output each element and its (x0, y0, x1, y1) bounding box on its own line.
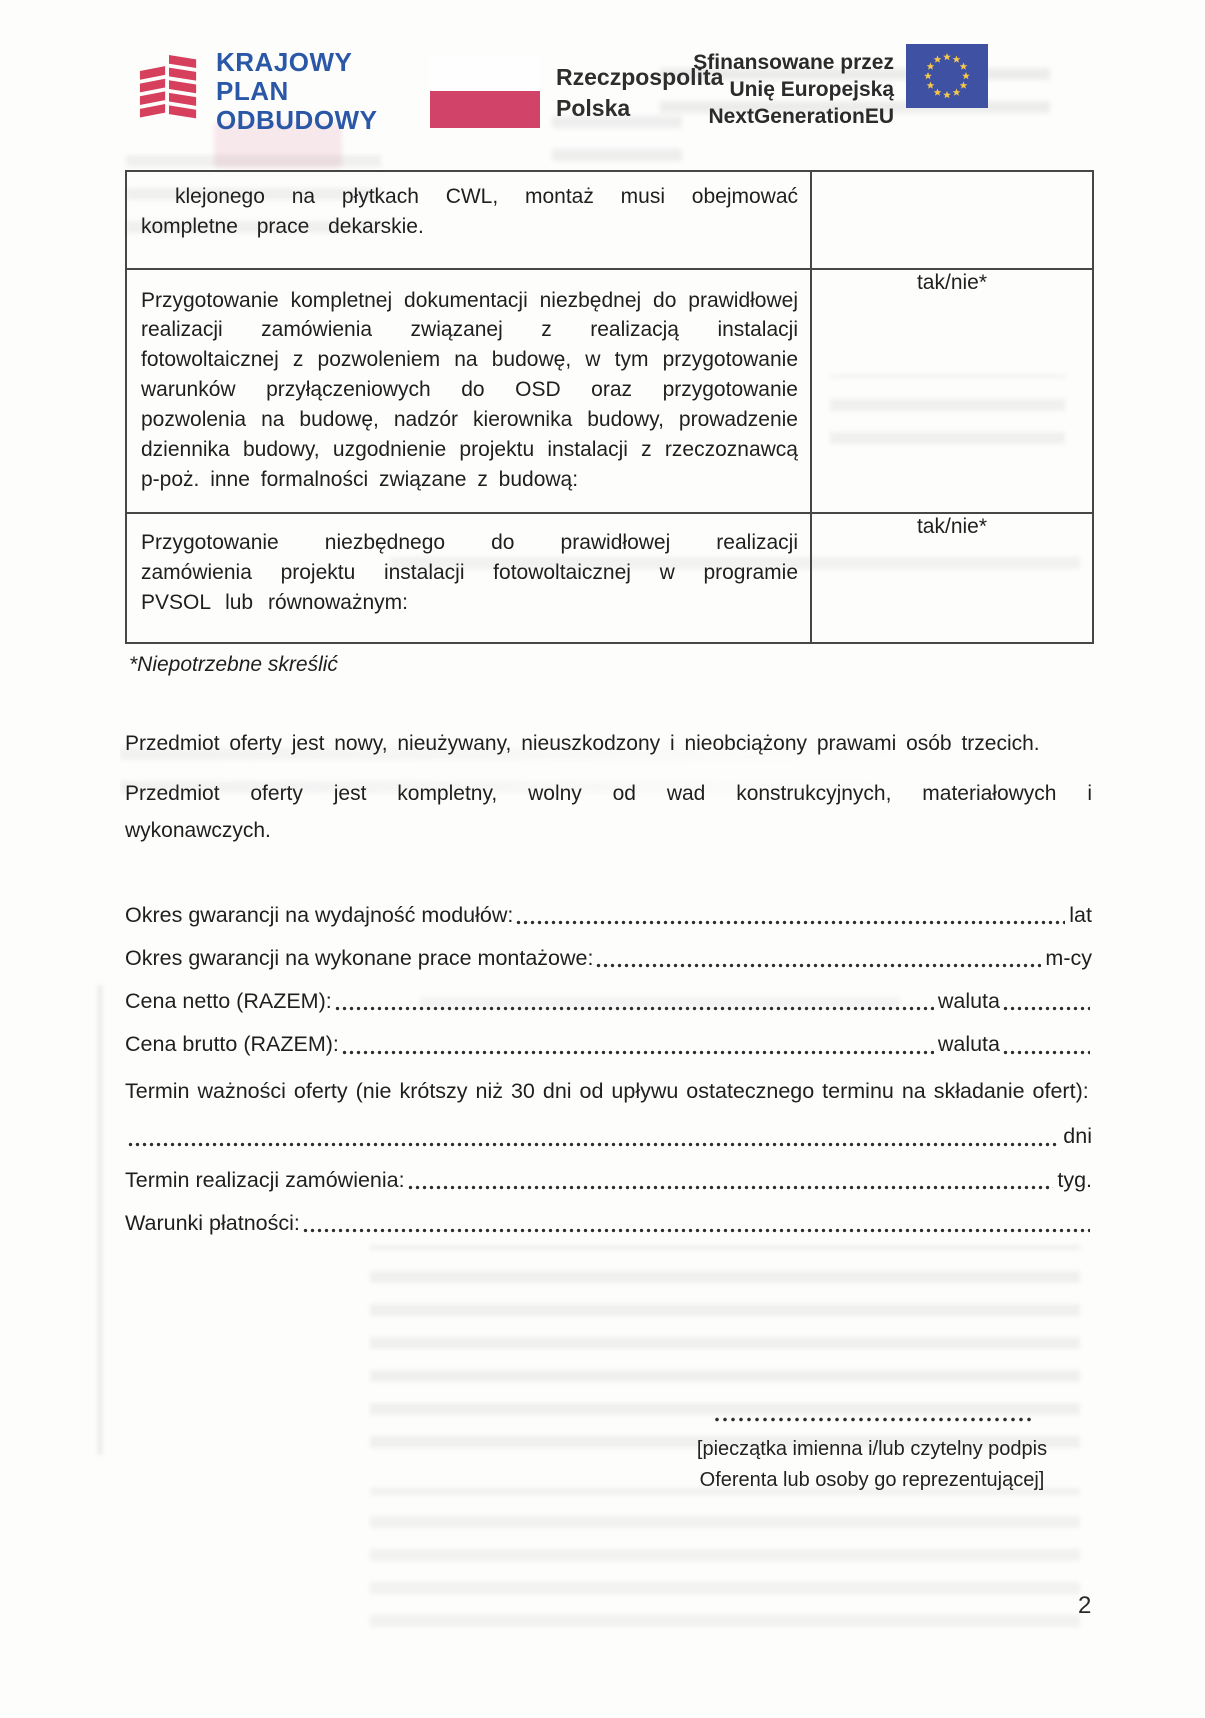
field-label: Warunki płatności: (125, 1210, 300, 1235)
kpo-line: ODBUDOWY (216, 105, 378, 136)
dotted-leader (515, 900, 1065, 930)
table-row (126, 171, 1093, 269)
field-label: Okres gwarancji na wykonane prace montażowe: (125, 946, 594, 971)
eu-funding-line: Unię Europejską (729, 77, 894, 101)
field-label: Cena netto (RAZEM): (125, 989, 332, 1014)
eu-funding-text (580, 50, 894, 131)
eu-flag-icon (906, 44, 988, 113)
dotted-leader (341, 1030, 934, 1060)
description-cell: klejonego na płytkach CWL, montaż musi obejmować kompletne prace dekarskie. (126, 171, 811, 269)
offer-requirements-table (125, 170, 1094, 644)
form-field-row (125, 1208, 1092, 1238)
value-cell: tak/nie* (811, 269, 1093, 514)
offer-statement-paragraph: Przedmiot oferty jest kompletny, wolny od wad konstrukcyjnych, materiałowych i wykonawczych. (125, 781, 1092, 843)
dotted-leader (127, 1122, 1059, 1152)
field-unit: dni (1063, 1124, 1092, 1149)
document-body (125, 170, 1092, 1496)
field-label: Okres gwarancji na wydajność modułów: (125, 903, 514, 928)
dotted-leader (1002, 1030, 1090, 1060)
kpo-building-icon (138, 46, 200, 124)
form-field-row (125, 986, 1092, 1016)
field-unit: tyg. (1057, 1167, 1092, 1192)
field-unit: m-cy (1045, 946, 1092, 971)
dotted-leader (334, 986, 934, 1016)
dotted-leader (302, 1208, 1090, 1238)
offer-statement-paragraph: Przedmiot oferty jest nowy, nieużywany, nieuszkodzony i nieobciążony prawami osób trzecich. (125, 731, 1040, 755)
scan-ghost-artifact (370, 1488, 1080, 1636)
form-field-row (125, 1121, 1092, 1151)
scan-ghost-artifact (97, 985, 103, 1455)
field-label: Termin realizacji zamówienia: (125, 1167, 405, 1192)
signature-dotted-line (713, 1406, 1031, 1424)
page-number: 2 (1078, 1592, 1092, 1619)
field-unit: waluta (937, 1032, 1000, 1057)
kpo-logo-text (216, 48, 377, 135)
eu-funding-line: NextGenerationEU (708, 104, 894, 128)
form-fields (125, 900, 1092, 1238)
table-row (126, 269, 1093, 514)
kpo-line: KRAJOWY (216, 47, 353, 77)
signature-caption (662, 1434, 1082, 1496)
value-cell: tak/nie* (811, 513, 1093, 642)
dotted-leader (595, 943, 1041, 973)
signature-block (662, 1406, 1082, 1496)
form-field-row (125, 900, 1092, 930)
signature-caption-line: Oferenta lub osoby go reprezentującej] (699, 1468, 1045, 1491)
kpo-logo (138, 46, 377, 135)
footnote-asterisk-note: *Niepotrzebne skreślić (129, 652, 338, 676)
form-field-row (125, 1029, 1092, 1059)
kpo-line: PLAN (216, 76, 289, 107)
dotted-leader (1002, 986, 1090, 1016)
description-cell: Przygotowanie niezbędnego do prawidłowej realizacji zamówienia projektu instalacji fotowoltaicznej w programie PVSOL lub równoważnym: (126, 513, 811, 642)
dotted-leader (407, 1165, 1054, 1195)
field-label: Cena brutto (RAZEM): (125, 1032, 339, 1057)
value-cell (811, 171, 1093, 269)
signature-caption-line: [pieczątka imienna i/lub czytelny podpis (696, 1437, 1048, 1460)
poland-name-line: Polska (556, 95, 631, 122)
form-field-row (125, 943, 1092, 973)
field-unit: lat (1069, 903, 1092, 928)
poland-flag-icon (430, 55, 540, 128)
document-header (0, 0, 1205, 170)
form-field-row (125, 1165, 1092, 1195)
field-unit: waluta (937, 989, 1000, 1014)
eu-funding-line: Sfinansowane przez (693, 51, 894, 74)
table-row (126, 513, 1093, 642)
validity-clause: Termin ważności oferty (nie krótszy niż 30 dni od upływu ostatecznego terminu na składanie ofert): (125, 1078, 1089, 1103)
description-cell: Przygotowanie kompletnej dokumentacji niezbędnej do prawidłowej realizacji zamówienia związanej z realizacją instalacji fotowoltaicznej z pozwoleniem na budowę, w tym przygotowanie warunków przyłączeniowych do OSD oraz przygotowanie pozwolenia na budowę, nadzór kierownika budowy, prowadzenie dziennika budowy, uzgodnienie projektu instalacji z rzeczoznawcą p-poż. inne formalności związane z budową: (126, 269, 811, 514)
poland-name-line: Rzeczpospolita (556, 64, 724, 90)
